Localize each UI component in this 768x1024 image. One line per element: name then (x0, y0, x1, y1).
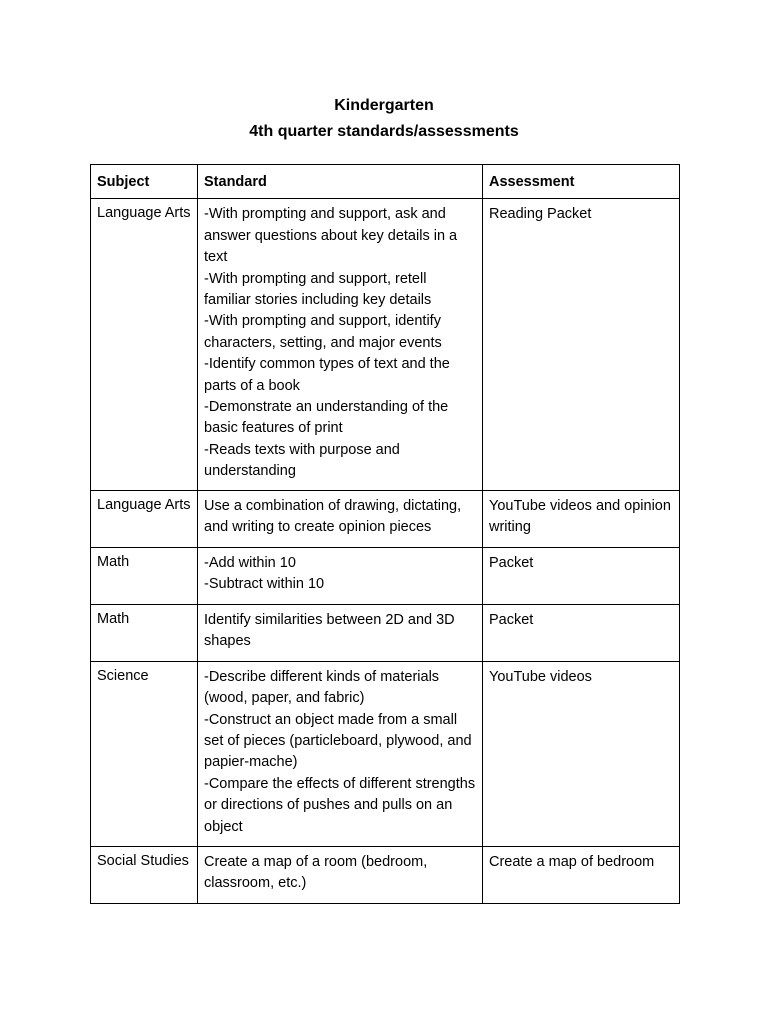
header-assessment: Assessment (483, 165, 680, 199)
standard-line: Identify similarities between 2D and 3D shapes (204, 611, 455, 650)
standard-line: -With prompting and support, ask and answer questions about key details in a text (204, 206, 458, 266)
document-title-block (0, 93, 768, 145)
subject-cell: Social Studies (91, 846, 198, 903)
table-row (91, 661, 680, 846)
assessment-cell: Packet (483, 604, 680, 661)
table-row (91, 199, 680, 490)
standard-line: -Construct an object made from a small set of pieces (particleboard, plywood, and papier-mache) (204, 711, 472, 771)
standard-line: -Describe different kinds of materials (wood, paper, and fabric) (204, 668, 440, 707)
table-row (91, 547, 680, 604)
table-header-row (91, 165, 680, 199)
standard-line: Use a combination of drawing, dictating, and writing to create opinion pieces (204, 497, 462, 536)
standard-cell (198, 846, 483, 903)
standard-line: -Subtract within 10 (204, 576, 325, 593)
document-subtitle: 4th quarter standards/assessments (249, 123, 519, 140)
standard-line: -Demonstrate an understanding of the basic features of print (204, 399, 449, 437)
subject-cell: Science (91, 661, 198, 846)
standard-cell (198, 199, 483, 490)
subject-cell: Math (91, 547, 198, 604)
document-title: Kindergarten (334, 97, 434, 114)
assessment-cell: Reading Packet (483, 199, 680, 490)
standard-line: -Compare the effects of different strengths or directions of pushes and pulls on an object (204, 775, 476, 835)
table-row (91, 490, 680, 547)
header-standard: Standard (198, 165, 483, 199)
standard-cell (198, 490, 483, 547)
standards-table (90, 164, 680, 904)
assessment-cell: Packet (483, 547, 680, 604)
subject-cell: Language Arts (91, 199, 198, 490)
assessment-cell: Create a map of bedroom (483, 846, 680, 903)
standard-cell (198, 661, 483, 846)
standard-line: -Add within 10 (204, 554, 296, 571)
assessment-cell: YouTube videos (483, 661, 680, 846)
table-row (91, 604, 680, 661)
header-subject: Subject (91, 165, 198, 199)
standard-cell (198, 547, 483, 604)
standard-line: -With prompting and support, retell familiar stories including key details (204, 270, 432, 309)
standard-line: Create a map of a room (bedroom, classroom, etc.) (204, 853, 428, 892)
subject-cell: Language Arts (91, 490, 198, 547)
standard-cell (198, 604, 483, 661)
standard-line: -With prompting and support, identify characters, setting, and major events (204, 313, 442, 351)
subject-cell: Math (91, 604, 198, 661)
assessment-cell: YouTube videos and opinion writing (483, 490, 680, 547)
table-row (91, 846, 680, 903)
standard-line: -Reads texts with purpose and understanding (204, 441, 400, 480)
standard-line: -Identify common types of text and the parts of a book (204, 356, 450, 394)
